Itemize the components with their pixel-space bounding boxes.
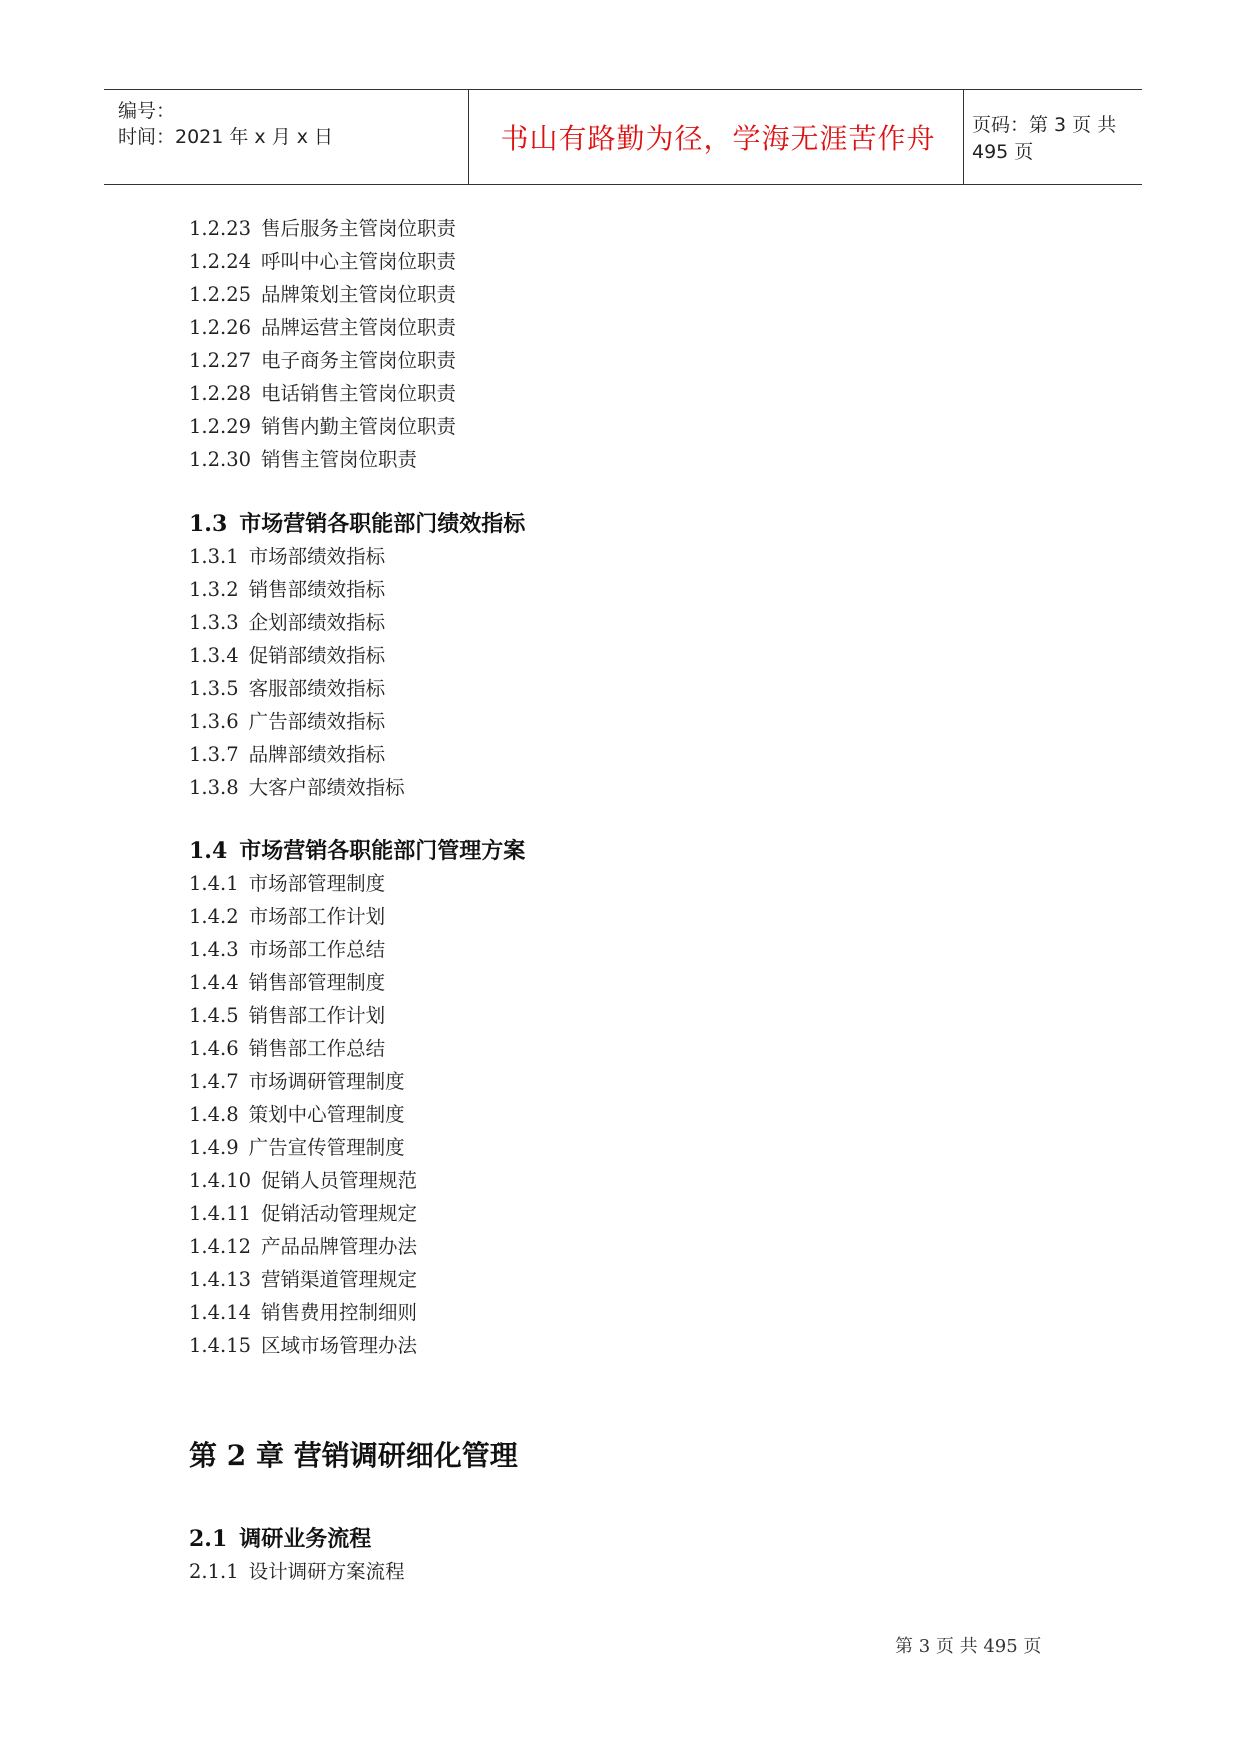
toc-entry-title: 市场调研管理制度 xyxy=(248,1070,405,1093)
toc-entry-title: 市场部工作计划 xyxy=(248,905,386,928)
toc-entry-number: 1.2.29 xyxy=(189,415,252,438)
toc-entry-number: 1.2.28 xyxy=(189,382,252,405)
header-left-cell xyxy=(118,90,468,184)
toc-entry[interactable] xyxy=(189,1264,417,1292)
toc-entry-number: 1.2.24 xyxy=(189,250,252,273)
toc-entry[interactable] xyxy=(189,541,385,569)
toc-entry-number: 1.2.26 xyxy=(189,316,252,339)
toc-entry-number: 1.3.8 xyxy=(189,776,239,799)
toc-entry-number: 1.4.11 xyxy=(189,1202,252,1225)
header-page-number: 页码：第 3 页 共 495 页 xyxy=(972,114,1117,163)
toc-entry[interactable] xyxy=(189,411,456,439)
toc-entry[interactable] xyxy=(189,739,385,767)
toc-entry-number: 1.3.5 xyxy=(189,677,239,700)
toc-entry-title: 电子商务主管岗位职责 xyxy=(261,349,457,372)
document-date: 时间：2021 年 x 月 x 日 xyxy=(118,126,334,148)
toc-entry-title: 区域市场管理办法 xyxy=(261,1334,418,1357)
toc-entry-number: 1.4.13 xyxy=(189,1268,252,1291)
toc-entry-title: 大客户部绩效指标 xyxy=(248,776,405,799)
toc-entry-number: 1.4.3 xyxy=(189,938,239,961)
toc-entry-title: 营销渠道管理规定 xyxy=(261,1268,418,1291)
toc-entry[interactable] xyxy=(189,1165,417,1193)
toc-entry-number: 1.4.8 xyxy=(189,1103,239,1126)
toc-entry-title: 销售部工作计划 xyxy=(248,1004,386,1027)
toc-entry[interactable] xyxy=(189,444,417,472)
toc-entry[interactable] xyxy=(189,213,456,241)
toc-entry-number: 1.4.7 xyxy=(189,1070,239,1093)
toc-entry-number: 1.4.4 xyxy=(189,971,239,994)
toc-entry[interactable] xyxy=(189,1033,385,1061)
toc-entry-title: 销售主管岗位职责 xyxy=(261,448,418,471)
toc-entry[interactable] xyxy=(189,640,385,668)
toc-entry-number: 1.2.23 xyxy=(189,217,252,240)
toc-section-heading[interactable] xyxy=(189,507,525,538)
toc-entry-title: 客服部绩效指标 xyxy=(248,677,386,700)
section-number: 1.3 xyxy=(189,511,228,537)
toc-entry-title: 品牌运营主管岗位职责 xyxy=(261,316,457,339)
toc-entry[interactable] xyxy=(189,1231,417,1259)
toc-entry-title: 销售费用控制细则 xyxy=(261,1301,418,1324)
toc-entry-title: 市场部管理制度 xyxy=(248,872,386,895)
toc-entry[interactable] xyxy=(189,279,456,307)
toc-entry-number: 2.1.1 xyxy=(189,1560,239,1583)
toc-entry[interactable] xyxy=(189,1132,405,1160)
section-title: 市场营销各职能部门管理方案 xyxy=(239,838,526,864)
toc-entry-number: 1.4.15 xyxy=(189,1334,252,1357)
toc-entry-title: 促销活动管理规定 xyxy=(261,1202,418,1225)
toc-entry-title: 策划中心管理制度 xyxy=(248,1103,405,1126)
toc-entry-title: 销售内勤主管岗位职责 xyxy=(261,415,457,438)
toc-entry-number: 1.2.25 xyxy=(189,283,252,306)
section-number: 1.4 xyxy=(189,838,228,864)
toc-entry[interactable] xyxy=(189,378,456,406)
toc-entry-number: 1.4.14 xyxy=(189,1301,252,1324)
toc-entry-number: 1.4.2 xyxy=(189,905,239,928)
toc-entry-title: 品牌部绩效指标 xyxy=(248,743,386,766)
toc-entry-number: 1.3.6 xyxy=(189,710,239,733)
toc-entry-title: 电话销售主管岗位职责 xyxy=(261,382,457,405)
header-motto-cell xyxy=(473,90,963,184)
page-header xyxy=(104,89,1142,185)
toc-entry-title: 促销人员管理规范 xyxy=(261,1169,418,1192)
toc-section-heading[interactable] xyxy=(189,834,525,865)
toc-entry-number: 1.3.2 xyxy=(189,578,239,601)
document-number-label: 编号： xyxy=(118,100,176,122)
toc-entry-number: 1.3.7 xyxy=(189,743,239,766)
toc-entry-title: 企划部绩效指标 xyxy=(248,611,386,634)
toc-entry[interactable] xyxy=(189,901,385,929)
toc-entry-title: 促销部绩效指标 xyxy=(248,644,386,667)
toc-entry[interactable] xyxy=(189,1000,385,1028)
toc-entry-title: 产品品牌管理办法 xyxy=(261,1235,418,1258)
toc-entry-number: 1.4.9 xyxy=(189,1136,239,1159)
toc-entry[interactable] xyxy=(189,246,456,274)
header-divider xyxy=(468,90,469,184)
toc-section-heading[interactable] xyxy=(189,1522,371,1553)
toc-entry[interactable] xyxy=(189,607,385,635)
header-divider xyxy=(963,90,964,184)
toc-entry-title: 销售部管理制度 xyxy=(248,971,386,994)
toc-entry-title: 市场部工作总结 xyxy=(248,938,386,961)
toc-entry-number: 1.4.10 xyxy=(189,1169,252,1192)
header-motto: 书山有路勤为径，学海无涯苦作舟 xyxy=(500,122,936,155)
toc-entry-title: 品牌策划主管岗位职责 xyxy=(261,283,457,306)
toc-entry[interactable] xyxy=(189,967,385,995)
toc-entry[interactable] xyxy=(189,673,385,701)
toc-entry-number: 1.4.5 xyxy=(189,1004,239,1027)
toc-entry-title: 广告宣传管理制度 xyxy=(248,1136,405,1159)
toc-entry-number: 1.3.4 xyxy=(189,644,239,667)
toc-entry-title: 设计调研方案流程 xyxy=(248,1560,405,1583)
toc-entry-title: 广告部绩效指标 xyxy=(248,710,386,733)
section-title: 市场营销各职能部门绩效指标 xyxy=(239,511,526,537)
toc-entry-number: 1.3.3 xyxy=(189,611,239,634)
toc-chapter-heading[interactable]: 第 2 章 营销调研细化管理 xyxy=(189,1439,518,1472)
toc-entry-title: 市场部绩效指标 xyxy=(248,545,386,568)
toc-entry-number: 1.4.6 xyxy=(189,1037,239,1060)
toc-entry[interactable] xyxy=(189,1330,417,1358)
toc-entry[interactable] xyxy=(189,934,385,962)
toc-entry[interactable] xyxy=(189,1198,417,1226)
toc-entry-number: 1.3.1 xyxy=(189,545,239,568)
toc-entry-title: 销售部工作总结 xyxy=(248,1037,386,1060)
toc-entry[interactable] xyxy=(189,1066,405,1094)
toc-entry-number: 1.4.12 xyxy=(189,1235,252,1258)
toc-entry-title: 呼叫中心主管岗位职责 xyxy=(261,250,457,273)
toc-entry[interactable] xyxy=(189,312,456,340)
toc-entry-number: 1.2.30 xyxy=(189,448,252,471)
toc-entry[interactable] xyxy=(189,772,405,800)
section-title: 调研业务流程 xyxy=(239,1526,372,1552)
toc-entry[interactable] xyxy=(189,574,385,602)
page-footer: 第 3 页 共 495 页 xyxy=(895,1636,1042,1657)
toc-entry-title: 销售部绩效指标 xyxy=(248,578,386,601)
toc-entry-number: 1.4.1 xyxy=(189,872,239,895)
section-number: 2.1 xyxy=(189,1526,228,1552)
toc-entry[interactable] xyxy=(189,868,385,896)
toc-entry[interactable] xyxy=(189,1556,405,1584)
toc-entry[interactable] xyxy=(189,1297,417,1325)
toc-entry[interactable] xyxy=(189,706,385,734)
toc-entry[interactable] xyxy=(189,1099,405,1127)
toc-entry-number: 1.2.27 xyxy=(189,349,252,372)
toc-entry-title: 售后服务主管岗位职责 xyxy=(261,217,457,240)
toc-entry[interactable] xyxy=(189,345,456,373)
